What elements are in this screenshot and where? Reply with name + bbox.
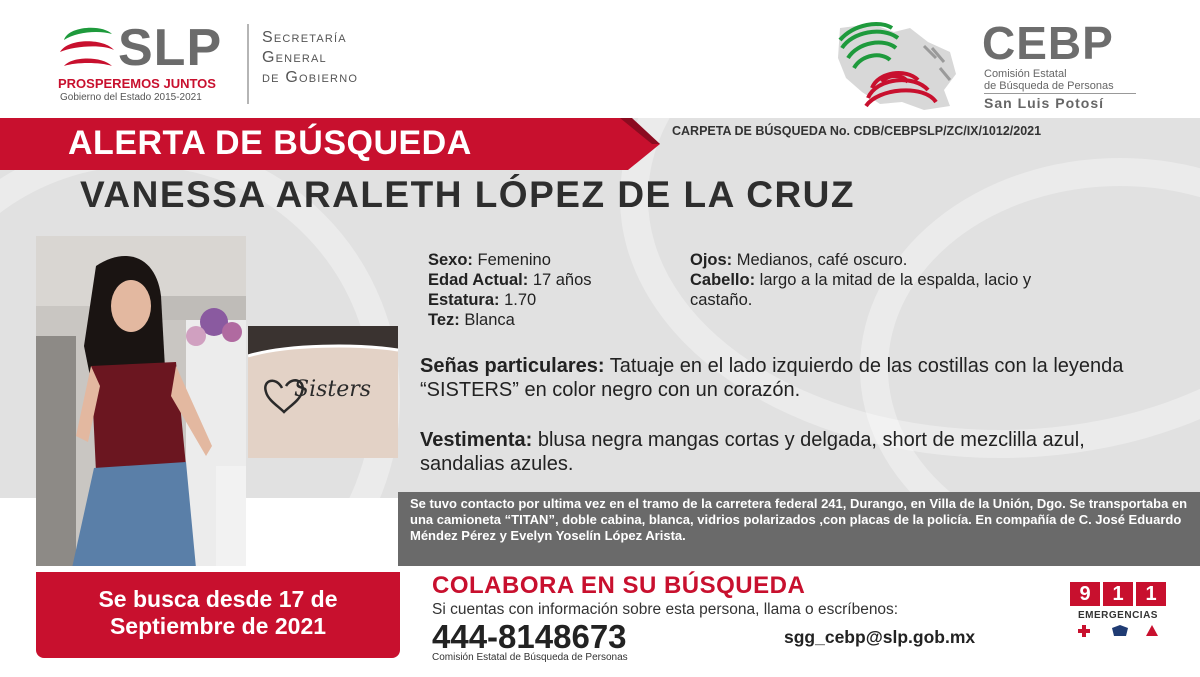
e911-digit-1: 9 — [1070, 582, 1100, 606]
comision-footer: Comisión Estatal de Búsqueda de Personas — [432, 652, 628, 663]
cabello-label: Cabello: — [690, 271, 756, 289]
email-address[interactable]: sgg_cebp@slp.gob.mx — [784, 627, 976, 647]
detail-ojos — [690, 250, 1170, 270]
detail-estatura — [428, 290, 678, 310]
emergency-911-logo — [1068, 582, 1168, 648]
alert-title: ALERTA DE BÚSQUEDA — [68, 124, 472, 162]
slp-swirl-icon — [58, 22, 116, 74]
colabora-heading: COLABORA EN SU BÚSQUEDA — [432, 572, 806, 599]
carpeta-number: CARPETA DE BÚSQUEDA No. CDB/CEBPSLP/ZC/IX/1012/2021 — [672, 124, 1042, 138]
detail-cabello — [690, 270, 1170, 290]
detail-edad — [428, 270, 678, 290]
slp-government-period: Gobierno del Estado 2015-2021 — [60, 92, 202, 103]
secretaria-line-2: General — [262, 49, 327, 66]
slp-slogan: PROSPEREMOS JUNTOS — [58, 76, 216, 91]
emergency-services-icon — [1074, 624, 1166, 640]
e911-digit-2: 1 — [1103, 582, 1133, 606]
search-since-line-2: Septiembre de 2021 — [109, 613, 327, 639]
cebp-city: San Luis Potosí — [984, 95, 1105, 111]
vestimenta — [420, 428, 1150, 476]
edad-value: 17 años — [528, 271, 592, 289]
senas-label: Señas particulares: — [420, 355, 605, 377]
cabello-value-line-1: largo a la mitad de la espalda, lacio y — [755, 271, 1032, 289]
contact-instructions: Si cuentas con información sobre esta persona, llama o escríbenos: — [432, 601, 899, 618]
header-divider — [247, 24, 249, 104]
vestimenta-label: Vestimenta: — [420, 429, 533, 451]
senas-value: Tatuaje en el lado izquierdo de las costillas con la leyenda “SISTERS” en color negro con un corazón. — [420, 355, 1124, 401]
edad-label: Edad Actual: — [428, 271, 529, 289]
ojos-value: Medianos, café oscuro. — [732, 251, 908, 269]
tattoo-photo — [248, 326, 398, 458]
secretaria-general-logo — [262, 28, 358, 88]
tattoo-text: Sisters — [294, 377, 372, 402]
cebp-subtitle-1: Comisión Estatal — [984, 68, 1067, 80]
sexo-value: Femenino — [472, 251, 551, 269]
tez-label: Tez: — [428, 311, 460, 329]
detail-sexo — [428, 250, 678, 270]
estatura-value: 1.70 — [499, 291, 537, 309]
missing-person-name: VANESSA ARALETH LÓPEZ DE LA CRUZ — [80, 174, 855, 215]
phone-number[interactable]: 444-8148673 — [432, 618, 627, 655]
e911-digit-3: 1 — [1136, 582, 1166, 606]
search-since-text — [36, 586, 400, 640]
ojos-label: Ojos: — [690, 251, 733, 269]
cebp-title: CEBP — [982, 17, 1114, 69]
slp-logo — [58, 18, 238, 108]
person-photo — [36, 236, 246, 568]
secretaria-line-1: Secretaría — [262, 29, 347, 46]
details-column-1 — [428, 250, 678, 330]
search-since-line-1: Se busca desde 17 de — [98, 586, 338, 612]
senas-particulares — [420, 354, 1150, 402]
slp-brand: SLP — [118, 19, 223, 77]
estatura-label: Estatura: — [428, 291, 500, 309]
secretaria-line-3: de Gobierno — [262, 69, 359, 86]
details-column-2 — [690, 250, 1170, 310]
last-contact-text: Se tuvo contacto por ultima vez en el tramo de la carretera federal 241, Durango, en Villa de la Unión, Dgo. Se transportaba en una camioneta “TITAN”, doble cabina, blanca, vidrios polarizados ,con placas de la policía. En compañía de C. José Eduardo Méndez Pérez y Evelyn Yoselín López Arista. — [410, 496, 1188, 543]
cebp-subtitle-2: de Búsqueda de Personas — [984, 80, 1114, 92]
sexo-label: Sexo: — [428, 251, 473, 269]
vestimenta-value: blusa negra mangas cortas y delgada, short de mezclilla azul, sandalias azules. — [420, 429, 1085, 475]
e911-label: EMERGENCIAS — [1078, 610, 1158, 621]
detail-tez — [428, 310, 678, 330]
tez-value: Blanca — [459, 311, 515, 329]
cabello-value-line-2: castaño. — [690, 291, 753, 309]
